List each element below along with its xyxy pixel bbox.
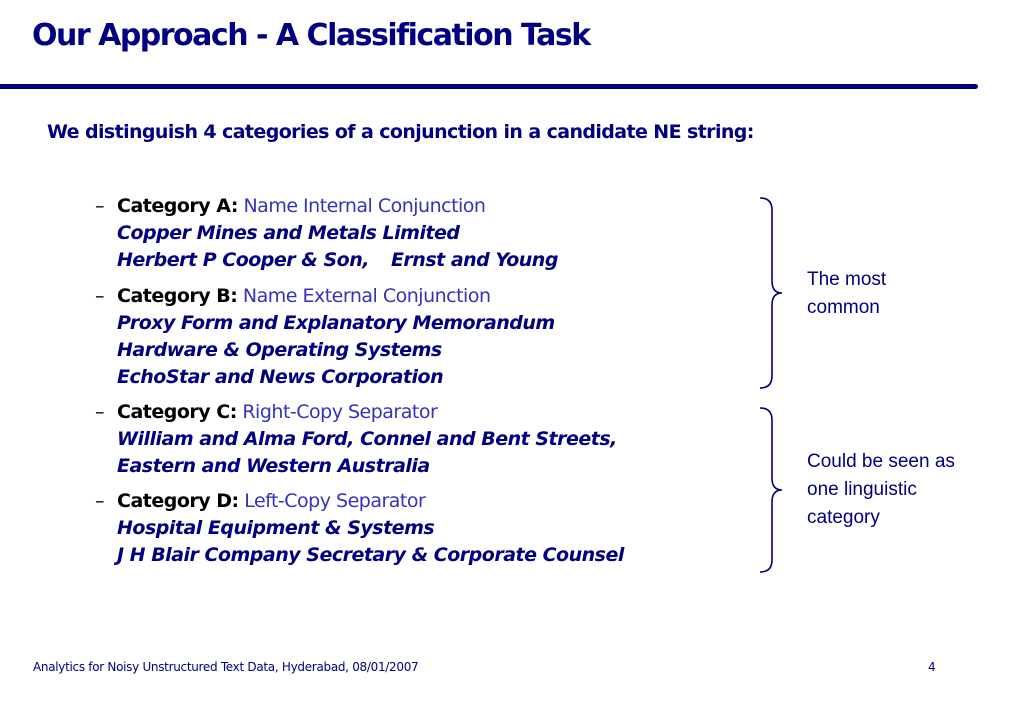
bullet-dash: –	[95, 285, 104, 307]
page-number: 4	[928, 660, 936, 674]
example-line: Hardware & Operating Systems	[117, 339, 442, 361]
category-b	[95, 283, 655, 391]
title-underline	[0, 84, 978, 89]
note-line: Could be seen as	[807, 451, 955, 472]
category-c	[95, 399, 655, 480]
category-d	[95, 488, 655, 569]
category-label: Category B:	[117, 285, 238, 307]
bullet-dash: –	[95, 490, 104, 512]
bullet-dash: –	[95, 195, 104, 217]
category-label: Category C:	[117, 401, 237, 423]
note-line: common	[807, 297, 880, 318]
example-line: Copper Mines and Metals Limited	[117, 222, 460, 244]
category-description: Name Internal Conjunction	[243, 195, 486, 217]
bullet-dash: –	[95, 401, 104, 423]
category-label: Category A:	[117, 195, 238, 217]
right-brace-icon	[758, 406, 788, 574]
example-item: Ernst and Young	[390, 249, 558, 271]
category-description: Name External Conjunction	[242, 285, 491, 307]
category-label: Category D:	[117, 490, 239, 512]
example-line: Hospital Equipment & Systems	[117, 517, 435, 539]
note-linguistic-category	[807, 448, 955, 532]
slide-subtitle: We distinguish 4 categories of a conjunction in a candidate NE string:	[47, 121, 754, 143]
example-line: Proxy Form and Explanatory Memorandum	[117, 312, 555, 334]
footer-text: Analytics for Noisy Unstructured Text Data, Hyderabad, 08/01/2007	[33, 660, 419, 674]
example-line: William and Alma Ford, Connel and Bent Streets,	[117, 428, 617, 450]
note-line: one linguistic	[807, 479, 917, 500]
right-brace-icon	[758, 196, 788, 390]
note-line: The most	[807, 269, 887, 290]
example-line: J H Blair Company Secretary & Corporate Counsel	[117, 544, 624, 566]
slide-title: Our Approach - A Classification Task	[32, 18, 590, 53]
example-item: Herbert P Cooper & Son,	[117, 249, 369, 271]
example-line: Eastern and Western Australia	[117, 455, 430, 477]
category-description: Left-Copy Separator	[244, 490, 426, 512]
category-description: Right-Copy Separator	[242, 401, 438, 423]
note-most-common	[807, 266, 886, 322]
note-line: category	[807, 507, 880, 528]
example-line	[117, 247, 655, 274]
example-line: EchoStar and News Corporation	[117, 366, 444, 388]
category-a	[95, 193, 655, 274]
